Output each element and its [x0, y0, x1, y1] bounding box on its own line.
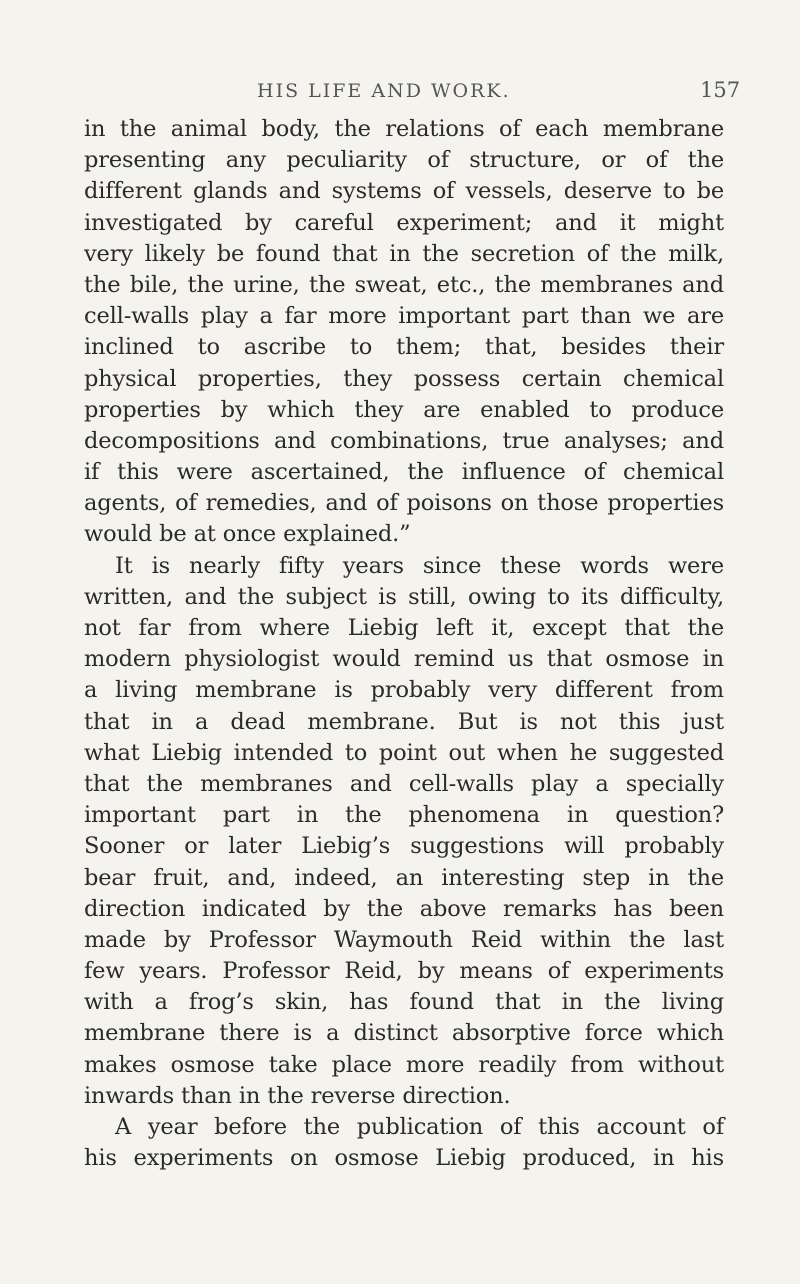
text-line: if this were ascertained, the influence of chemical	[84, 459, 724, 486]
text-line: cell-walls play a far more important part than we are	[84, 303, 724, 330]
text-line: that the membranes and cell-walls play a specially	[84, 770, 724, 797]
text-line: decompositions and combinations, true analyses; and	[84, 427, 724, 454]
text-line: his experiments on osmose Liebig produced, in his	[84, 1145, 724, 1172]
body-text	[84, 114, 724, 1174]
text-line: in the animal body, the relations of each membrane	[84, 116, 724, 142]
text-line: a living membrane is probably very different from	[84, 677, 724, 704]
text-line: bear fruit, and, indeed, an interesting step in the	[84, 864, 724, 891]
text-line: direction indicated by the above remarks has been	[84, 895, 724, 922]
text-line: modern physiologist would remind us that osmose in	[84, 646, 724, 673]
text-line: inwards than in the reverse direction.	[84, 1082, 511, 1109]
text-line: made by Professor Waymouth Reid within the last	[84, 926, 724, 953]
text-line: agents, of remedies, and of poisons on those properties	[84, 490, 724, 517]
text-line: It is nearly fifty years since these words were	[115, 552, 724, 579]
text-line: physical properties, they possess certain chemical	[84, 365, 724, 392]
text-line: investigated by careful experiment; and it might	[84, 209, 724, 236]
text-line: makes osmose take place more readily from without	[84, 1051, 724, 1078]
text-line: would be at once explained.”	[84, 521, 411, 548]
text-line: Sooner or later Liebig’s suggestions will probably	[84, 833, 724, 860]
text-line: written, and the subject is still, owing to its difficulty,	[84, 583, 724, 610]
running-head: HIS LIFE AND WORK.	[257, 80, 511, 102]
text-line: inclined to ascribe to them; that, besides their	[84, 334, 724, 361]
text-line: different glands and systems of vessels, deserve to be	[84, 178, 724, 205]
text-line: the bile, the urine, the sweat, etc., the membranes and	[84, 271, 724, 298]
text-line: that in a dead membrane. But is not this just	[84, 708, 724, 735]
text-line: presenting any peculiarity of structure, or of the	[84, 147, 724, 174]
text-line: A year before the publication of this account of	[115, 1114, 724, 1140]
text-line: very likely be found that in the secretion of the milk,	[84, 240, 724, 267]
page-number: 157	[700, 78, 741, 102]
text-line: properties by which they are enabled to produce	[84, 396, 724, 423]
text-line: not far from where Liebig left it, except that the	[84, 615, 724, 641]
text-line: few years. Professor Reid, by means of experiments	[84, 958, 724, 985]
text-line: important part in the phenomena in question?	[84, 802, 724, 829]
text-line: membrane there is a distinct absorptive force which	[84, 1020, 724, 1047]
text-line: with a frog’s skin, has found that in the living	[84, 989, 724, 1016]
text-line: what Liebig intended to point out when he suggested	[84, 739, 724, 766]
